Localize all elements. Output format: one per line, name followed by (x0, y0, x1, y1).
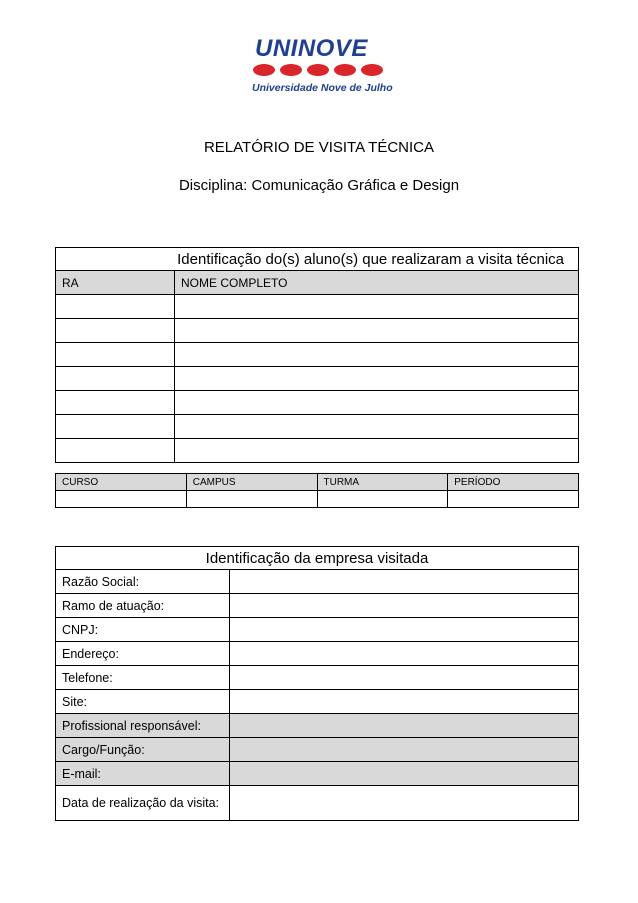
field-value[interactable] (230, 570, 579, 594)
campus-cell[interactable] (186, 491, 317, 508)
field-value[interactable] (230, 642, 579, 666)
col-full-name: NOME COMPLETO (175, 271, 579, 295)
field-label: Data de realização da visita: (56, 786, 230, 821)
table-row (56, 642, 579, 666)
students-table (55, 247, 579, 463)
ra-cell[interactable] (56, 319, 175, 343)
ra-cell[interactable] (56, 295, 175, 319)
table-row (56, 786, 579, 821)
table-row (56, 343, 579, 367)
field-label: CNPJ: (56, 618, 230, 642)
col-ra: RA (56, 271, 175, 295)
table-row (56, 319, 579, 343)
table-row (56, 762, 579, 786)
table-row (56, 391, 579, 415)
field-label: Ramo de atuação: (56, 594, 230, 618)
ra-cell[interactable] (56, 391, 175, 415)
field-value[interactable] (230, 690, 579, 714)
table-row (56, 415, 579, 439)
field-value[interactable] (230, 594, 579, 618)
ra-cell[interactable] (56, 415, 175, 439)
logo-wordmark: UNINOVE (255, 35, 368, 62)
col-period: PERÍODO (448, 474, 579, 491)
table-row (56, 439, 579, 463)
field-label: Razão Social: (56, 570, 230, 594)
name-cell[interactable] (175, 439, 579, 463)
table-row (56, 491, 579, 508)
table-row (56, 690, 579, 714)
field-label: Cargo/Função: (56, 738, 230, 762)
name-cell[interactable] (175, 295, 579, 319)
table-row (56, 594, 579, 618)
page-title: RELATÓRIO DE VISITA TÉCNICA (203, 139, 435, 156)
course-cell[interactable] (56, 491, 187, 508)
field-label: Profissional responsável: (56, 714, 230, 738)
col-class: TURMA (317, 474, 448, 491)
col-course: CURSO (56, 474, 187, 491)
table-row (56, 367, 579, 391)
field-label: Site: (56, 690, 230, 714)
field-label: Telefone: (56, 666, 230, 690)
name-cell[interactable] (175, 415, 579, 439)
table-row (56, 738, 579, 762)
ra-cell[interactable] (56, 367, 175, 391)
ra-cell[interactable] (56, 439, 175, 463)
students-heading: Identificação do(s) aluno(s) que realizaram a visita técnica (56, 248, 579, 271)
table-row (56, 570, 579, 594)
period-cell[interactable] (448, 491, 579, 508)
field-label: E-mail: (56, 762, 230, 786)
company-table (55, 546, 579, 821)
field-value[interactable] (230, 762, 579, 786)
company-heading: Identificação da empresa visitada (56, 547, 579, 570)
field-value[interactable] (230, 738, 579, 762)
col-campus: CAMPUS (186, 474, 317, 491)
field-value[interactable] (230, 618, 579, 642)
uninove-logo (248, 35, 393, 96)
table-row (56, 618, 579, 642)
class-cell[interactable] (317, 491, 448, 508)
logo-subtitle: Universidade Nove de Julho (252, 82, 393, 94)
ra-cell[interactable] (56, 343, 175, 367)
table-row (56, 714, 579, 738)
name-cell[interactable] (175, 343, 579, 367)
name-cell[interactable] (175, 367, 579, 391)
table-row (56, 295, 579, 319)
name-cell[interactable] (175, 391, 579, 415)
name-cell[interactable] (175, 319, 579, 343)
field-value[interactable] (230, 714, 579, 738)
table-row (56, 666, 579, 690)
field-value[interactable] (230, 786, 579, 821)
course-table (55, 473, 579, 508)
field-value[interactable] (230, 666, 579, 690)
page-subtitle: Disciplina: Comunicação Gráfica e Design (178, 177, 460, 194)
field-label: Endereço: (56, 642, 230, 666)
